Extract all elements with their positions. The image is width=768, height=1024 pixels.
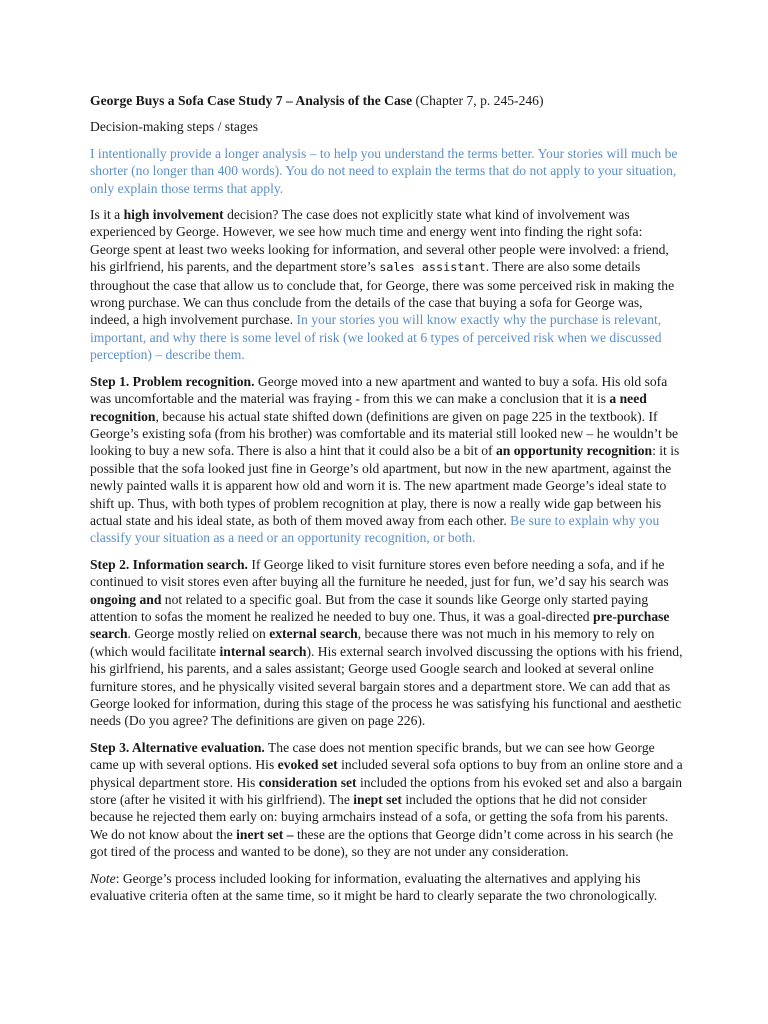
text-run: Is it a [90,207,124,223]
text-run: The case does not mention specific brands, but we can see how George came up with several options. His [90,739,655,773]
document-page [90,92,685,913]
term-external-search: external search [269,626,358,642]
step2-heading: Step 2. Information search. [90,556,248,572]
term-need-recognition: a need recognition [90,391,647,424]
term-inept-set: inept set [353,792,402,808]
step3-heading: Step 3. Alternative evaluation. [90,739,265,755]
title-chapter-ref: (Chapter 7, p. 245-246) [412,93,544,108]
term-ongoing: ongoing and [90,591,162,607]
text-run: included several sofa options to buy from an online store and a physical department store. His [90,757,683,790]
term-high-involvement: high involvement [123,207,224,223]
term-pre-purchase-search: pre-purchase search [90,608,670,642]
note-label: Note [90,870,116,886]
instruction-note: In your stories you will know exactly why the purchase is relevant, important, and why there is some level of risk (we looked at 6 types of perceived risk when we discussed perception) – describe them. [90,312,662,363]
text-run: : it is possible that the sofa looked just fine in George’s old apartment, but now in the new apartment, against the newly painted walls it is apparent how old and worn it is. The new apartment made George’s ideal state to shift up. Thus, with both types of problem recognition at play, there is now a really wide gap between his actual state and his ideal state, as both of them moved away from each other. [90,443,680,528]
text-run: . There are also some details throughout the case that allow us to conclude that, for George, there was some perceived risk in making the wrong purchase. We can thus conclude from the details of the case that buying a sofa for George was, indeed, a high involvement purchase. [90,259,675,328]
term-sales-assistant: sales assistant [379,260,486,275]
text-run: decision? The case does not explicitly state what kind of involvement was experienced by George. However, we see how much time and energy went into finding the right sofa: George spent at least two weeks looking for information, and several other people were involved: a friend, his girlfriend, his parents, and the department store’s [90,207,669,275]
step1-heading: Step 1. Problem recognition. [90,373,255,389]
text-run: George moved into a new apartment and wanted to buy a sofa. His old sofa was uncomfortable and the material was fraying - from this we can make a conclusion that it is [90,373,668,407]
text-run: If George liked to visit furniture stores even before needing a sofa, and if he continued to visit stores even after buying all the furniture he needed, just for fun, we’d say his search was [90,556,669,590]
text-run: ). His external search involved discussing the options with his friend, his girlfriend, his parents, and a sales assistant; George used Google search and looked at several online furniture stores, and he physically visited several bargain stores and a department store. We can add that as George looked for information, during this stage of the process he was satisfying his functional and aesthetic needs (Do you agree? The definitions are given on page 226). [90,643,683,729]
step3-paragraph [90,739,685,861]
involvement-paragraph [90,206,685,364]
step2-paragraph [90,556,685,730]
text-run: . George mostly relied on [127,626,270,642]
term-inert-set: inert set – [236,826,294,842]
text-run: , because there was not much in his memory to rely on (which would facilitate [90,626,655,659]
term-consideration-set: consideration set [258,774,357,790]
text-run: included the options that he did not consider because he rejected them early on: buying armchairs instead of a sofa, or getting the sofa from his parents. We do not know about the [90,792,669,842]
note-paragraph [90,870,685,905]
instruction-note: Be sure to explain why you classify your situation as a need or an opportunity recognition, or both. [90,512,660,546]
text-run: included the options from his evoked set and also a bargain store (after he visited it with his girlfriend). The [90,774,683,808]
document-title [90,92,685,109]
term-internal-search: internal search [219,643,307,659]
text-run: not related to a specific goal. But from the case it sounds like George only started paying attention to sofas the moment he realized he needed to buy one. Thus, it was a goal-directed [90,591,649,624]
step1-paragraph [90,373,685,547]
text-run: these are the options that George didn’t come across in his search (he got tired of the process and wanted to be done), so they are not under any consideration. [90,826,674,860]
text-run: : George’s process included looking for information, evaluating the alternatives and applying his evaluative criteria often at the same time, so it might be hard to clearly separate the two chronologically. [90,870,658,904]
term-evoked-set: evoked set [277,757,338,773]
section-subtitle: Decision-making steps / stages [90,119,259,135]
title-bold: George Buys a Sofa Case Study 7 – Analysis of the Case [90,93,413,108]
text-run: , because his actual state shifted down (definitions are given on page 225 in the textbook). If George’s existing sofa (from his brother) was comfortable and its material still looked new – he wouldn’t be looking to buy a new sofa. There is also a hint that it could also be a bit of [90,408,679,459]
intro-note: I intentionally provide a longer analysis – to help you understand the terms better. Your stories will much be shorter (no longer than 400 words). You do not need to explain the terms that do not apply to your situation, only explain those terms that apply. [90,145,678,196]
term-opportunity-recognition: an opportunity recognition [495,443,653,459]
